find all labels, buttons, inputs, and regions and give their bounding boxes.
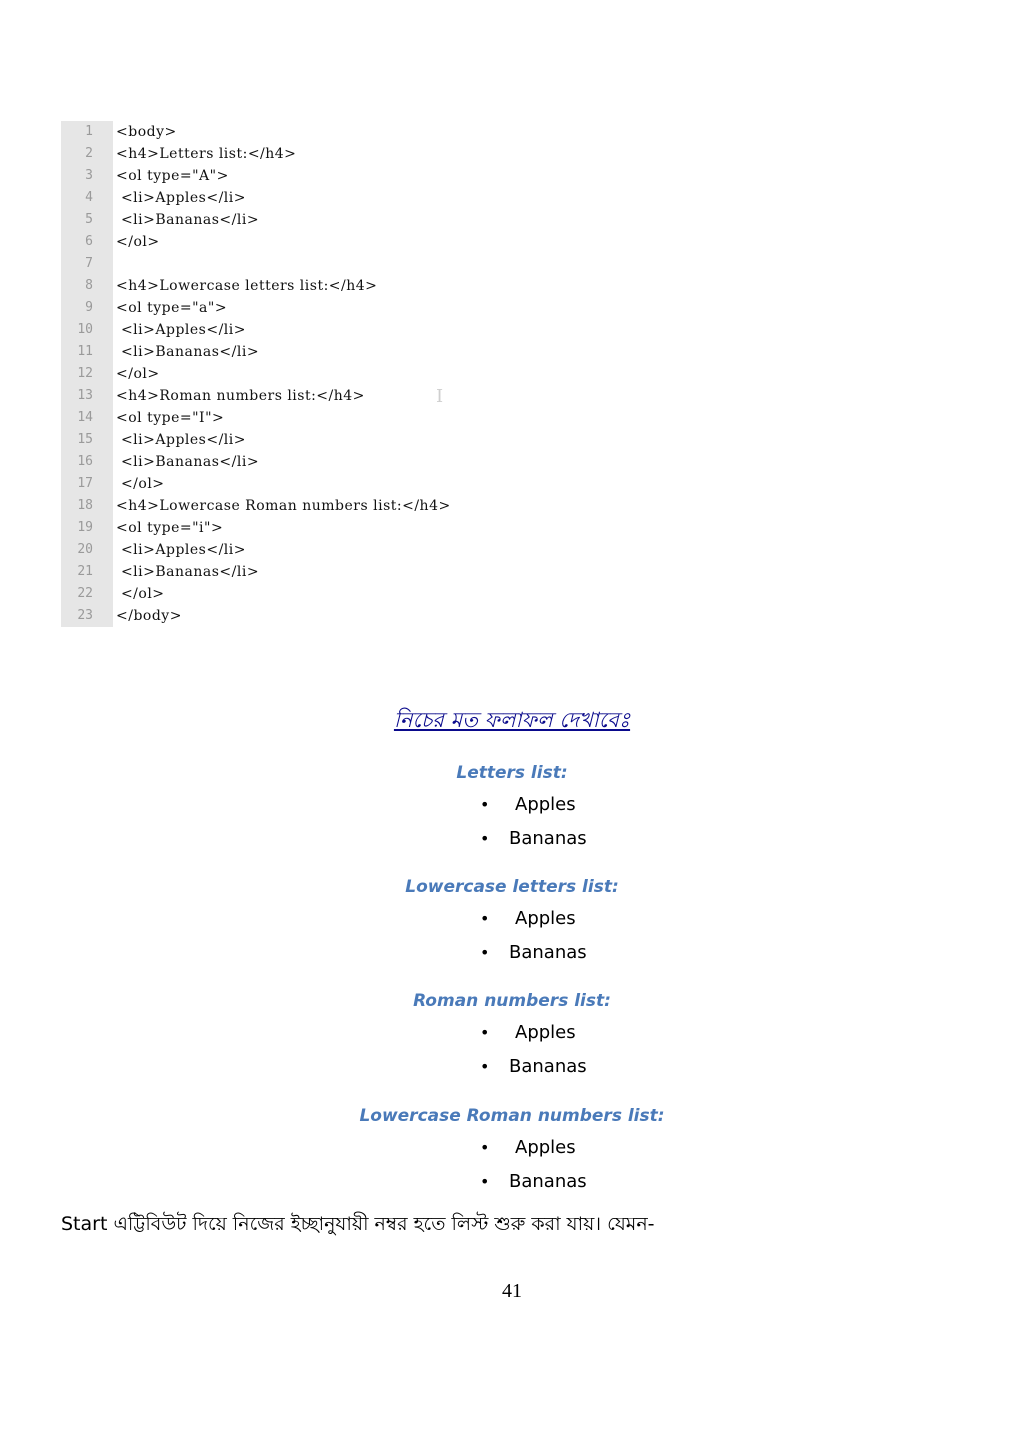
line-number: 16	[61, 451, 113, 473]
code-text: <h4>Roman numbers list:</h4>	[116, 388, 365, 404]
line-number: 2	[61, 143, 113, 165]
bullet-icon: •	[480, 909, 490, 928]
line-number: 17	[61, 473, 113, 495]
lowercase-roman-section	[0, 1101, 1024, 1199]
output-list	[0, 1131, 1024, 1199]
line-number: 7	[61, 253, 113, 275]
text-cursor-icon: I	[436, 386, 444, 407]
code-text: <li>Bananas</li>	[116, 212, 260, 228]
letters-section	[0, 758, 1024, 856]
code-text: <li>Apples</li>	[116, 190, 246, 206]
line-number: 8	[61, 275, 113, 297]
code-text: <li>Bananas</li>	[116, 564, 260, 580]
list-item-text: Apples	[515, 794, 576, 815]
line-number: 13	[61, 385, 113, 407]
page-number: 41	[502, 1280, 522, 1302]
line-number: 4	[61, 187, 113, 209]
list-item-text: Bananas	[509, 1171, 587, 1192]
code-text: </ol>	[116, 234, 160, 250]
list-item	[0, 1050, 1024, 1084]
code-line	[61, 319, 581, 341]
list-item	[0, 1165, 1024, 1199]
code-text: <ol type="a">	[116, 300, 228, 316]
line-number: 18	[61, 495, 113, 517]
list-item	[0, 936, 1024, 970]
line-number: 9	[61, 297, 113, 319]
output-list	[0, 788, 1024, 856]
line-number: 15	[61, 429, 113, 451]
list-item	[0, 822, 1024, 856]
code-text	[113, 253, 116, 275]
list-item	[0, 788, 1024, 822]
section-title: Letters list:	[456, 763, 568, 783]
bullet-icon: •	[480, 1023, 490, 1042]
code-line	[61, 561, 581, 583]
line-number: 20	[61, 539, 113, 561]
list-item	[0, 1016, 1024, 1050]
code-listing	[61, 121, 581, 627]
body-paragraph: Start এট্টিবিউট দিয়ে নিজের ইচ্ছানুযায়ী নম্বর হতে লিস্ট শুরু করা যায়। যেমন-	[61, 1213, 655, 1235]
bullet-icon: •	[480, 1138, 490, 1157]
list-item-text: Bananas	[509, 828, 587, 849]
code-line	[61, 539, 581, 561]
code-line	[61, 605, 581, 627]
line-number: 14	[61, 407, 113, 429]
code-text: <ol type="i">	[116, 520, 224, 536]
roman-numbers-section	[0, 986, 1024, 1084]
code-text: <h4>Lowercase Roman numbers list:</h4>	[116, 498, 451, 514]
code-line	[61, 121, 581, 143]
code-line	[61, 143, 581, 165]
line-number: 5	[61, 209, 113, 231]
code-text: <li>Bananas</li>	[116, 344, 260, 360]
code-line	[61, 187, 581, 209]
list-item-text: Apples	[515, 1137, 576, 1158]
code-line	[61, 429, 581, 451]
line-number: 10	[61, 319, 113, 341]
code-text: </ol>	[116, 476, 165, 492]
lowercase-letters-section	[0, 872, 1024, 970]
code-line	[61, 297, 581, 319]
code-text: <h4>Lowercase letters list:</h4>	[116, 278, 378, 294]
code-text: </ol>	[116, 586, 165, 602]
list-item	[0, 1131, 1024, 1165]
bullet-icon: •	[480, 943, 490, 962]
code-line	[61, 165, 581, 187]
bullet-icon: •	[480, 829, 490, 848]
code-line	[61, 495, 581, 517]
list-item-text: Bananas	[509, 942, 587, 963]
list-item-text: Apples	[515, 1022, 576, 1043]
code-line	[61, 385, 581, 407]
code-line	[61, 583, 581, 605]
code-line	[61, 275, 581, 297]
code-text: </body>	[116, 608, 182, 624]
bullet-icon: •	[480, 795, 490, 814]
code-text: <ol type="A">	[116, 168, 229, 184]
code-text: <h4>Letters list:</h4>	[116, 146, 297, 162]
line-number: 21	[61, 561, 113, 583]
code-text: <li>Apples</li>	[116, 542, 246, 558]
line-number: 1	[61, 121, 113, 143]
line-number: 23	[61, 605, 113, 627]
section-title: Roman numbers list:	[413, 991, 611, 1011]
section-title: Lowercase Roman numbers list:	[359, 1106, 665, 1126]
list-item-text: Bananas	[509, 1056, 587, 1077]
code-text: <ol type="I">	[116, 410, 225, 426]
line-number: 6	[61, 231, 113, 253]
line-number: 11	[61, 341, 113, 363]
output-list	[0, 902, 1024, 970]
list-item-text: Apples	[515, 908, 576, 929]
line-number: 19	[61, 517, 113, 539]
code-line	[61, 363, 581, 385]
code-line	[61, 407, 581, 429]
code-line	[61, 231, 581, 253]
line-number: 22	[61, 583, 113, 605]
code-text: <li>Apples</li>	[116, 322, 246, 338]
section-title: Lowercase letters list:	[405, 877, 619, 897]
line-number: 3	[61, 165, 113, 187]
line-number: 12	[61, 363, 113, 385]
list-item	[0, 902, 1024, 936]
output-list	[0, 1016, 1024, 1084]
code-text: </ol>	[116, 366, 160, 382]
code-text: <li>Bananas</li>	[116, 454, 260, 470]
code-line	[61, 451, 581, 473]
code-line	[61, 341, 581, 363]
code-line	[61, 473, 581, 495]
code-line	[61, 209, 581, 231]
code-text: <body>	[116, 124, 177, 140]
bullet-icon: •	[480, 1172, 490, 1191]
bullet-icon: •	[480, 1057, 490, 1076]
code-text: <li>Apples</li>	[116, 432, 246, 448]
code-line	[61, 517, 581, 539]
result-heading: নিচের মত ফলাফল দেখাবেঃ	[393, 708, 631, 732]
code-line	[61, 253, 581, 275]
